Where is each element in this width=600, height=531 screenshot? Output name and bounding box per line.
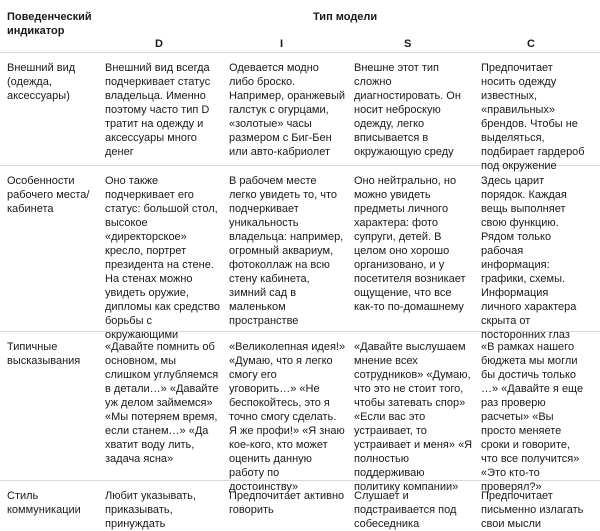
cell-text-line: хватит воду лить,: [105, 439, 195, 451]
cell-text-line: вещь выполняет: [481, 203, 566, 215]
table-cell-d: [105, 61, 210, 159]
cell-text-line: аксессуары много: [105, 132, 197, 144]
cell-text-line: «Давайте выслушаем: [354, 341, 466, 353]
cell-text-line: кабинета: [7, 203, 54, 215]
cell-text-line: можно увидеть: [354, 189, 431, 201]
row-divider: [0, 52, 600, 53]
cell-text-line: Например, оранжевый: [229, 90, 345, 102]
cell-text-line: бюджета мы могли: [481, 355, 578, 367]
cell-text-line: Рядом только: [481, 231, 552, 243]
table-cell-i: [229, 489, 344, 517]
cell-text-line: носит неброскую: [354, 104, 441, 116]
table-cell-d: [105, 340, 219, 466]
cell-text-line: огромный аквариум,: [229, 245, 334, 257]
indicator-header-line: индикатор: [7, 25, 65, 37]
column-header-c: C: [527, 38, 535, 50]
cell-text-line: либо броско.: [229, 76, 296, 88]
cell-text-line: полностью: [354, 453, 409, 465]
cell-text-line: работу по: [229, 467, 280, 479]
cell-text-line: личного характера: [481, 301, 577, 313]
cell-text-line: Предпочитает: [481, 490, 553, 502]
cell-text-line: борьбы с: [105, 315, 153, 327]
cell-text-line: предметы личного: [354, 203, 449, 215]
cell-text-line: известных,: [481, 90, 538, 102]
column-header-i: I: [280, 38, 284, 50]
row-indicator-label: [7, 489, 81, 517]
cell-text-line: высокое: [105, 217, 148, 229]
cell-text-line: поддерживаю: [354, 467, 425, 479]
indicator-header-line: Поведенческий: [7, 11, 92, 23]
cell-text-line: точно смогу сделать.: [229, 411, 337, 423]
cell-text-line: «Мы потеряем время,: [105, 411, 218, 423]
cell-text-line: …» «Давайте я еще: [481, 383, 584, 395]
cell-text-line: «Великолепная идея!»: [229, 341, 346, 353]
table-cell-c: [481, 489, 583, 531]
cell-text-line: «Думаю, что я легко: [229, 355, 333, 367]
cell-text-line: «директорское»: [105, 231, 187, 243]
cell-text-line: диагностировать. Он: [354, 90, 461, 102]
table-cell-i: [229, 340, 345, 494]
table-cell-s: [354, 174, 466, 314]
table-cell-c: [481, 340, 583, 494]
cell-text-line: окружающими: [105, 329, 179, 341]
cell-text-line: На стенах можно: [105, 273, 193, 285]
cell-text-line: подчеркивает статус: [105, 76, 211, 88]
row-indicator-label: [7, 340, 80, 368]
cell-text-line: задача ясна»: [105, 453, 174, 465]
cell-text-line: смогу его: [229, 369, 277, 381]
table-cell-s: [354, 489, 456, 531]
indicator-column-header: [7, 10, 97, 38]
cell-text-line: Внешний вид: [7, 62, 76, 74]
cell-text-line: кресло, портрет: [105, 245, 187, 257]
cell-text-line: «правильных»: [481, 104, 556, 116]
cell-text-line: денег: [105, 146, 134, 158]
cell-text-line: владельца. Именно: [105, 90, 206, 102]
cell-text-line: сотрудников» «Думаю,: [354, 369, 471, 381]
cell-text-line: окружающую среду: [354, 146, 454, 158]
cell-text-line: сроки и говорите,: [481, 439, 571, 451]
cell-text-line: свою функцию.: [481, 217, 559, 229]
cell-text-line: одежду, легко: [354, 118, 425, 130]
cell-text-line: достоинству»: [229, 481, 299, 493]
cell-text-line: подчеркивает его: [105, 189, 194, 201]
row-indicator-label: [7, 174, 89, 216]
cell-text-line: Внешний вид всегда: [105, 62, 210, 74]
cell-text-line: что это не стоит того,: [354, 383, 464, 395]
cell-text-line: в детали…» «Давайте: [105, 383, 219, 395]
cell-text-line: подстраивается под: [354, 504, 457, 516]
cell-text-line: высказывания: [7, 355, 81, 367]
cell-text-line: Любит указывать,: [105, 490, 196, 502]
cell-text-line: политику компании»: [354, 481, 459, 493]
cell-text-line: под окружение: [481, 160, 557, 172]
table-cell-i: [229, 174, 343, 328]
cell-text-line: президента на стене.: [105, 259, 214, 271]
row-indicator-label: [7, 61, 75, 103]
cell-text-line: (одежда,: [7, 76, 52, 88]
cell-text-line: устраивает, то: [354, 425, 427, 437]
cell-text-line: Я же профи!» «Я знаю: [229, 425, 345, 437]
cell-text-line: Оно также: [105, 175, 159, 187]
cell-text-line: увидеть оружие,: [105, 287, 189, 299]
cell-text-line: говорить: [229, 504, 274, 516]
cell-text-line: уж делом займемся»: [105, 397, 213, 409]
cell-text-line: скрыта от: [481, 315, 531, 327]
cell-text-line: стену кабинета,: [229, 273, 310, 285]
cell-text-line: бы достичь только: [481, 369, 576, 381]
column-header-d: D: [155, 38, 163, 50]
cell-text-line: Особенности: [7, 175, 75, 187]
cell-text-line: что все получится»: [481, 453, 580, 465]
cell-text-line: Информация: [481, 287, 549, 299]
table-cell-d: [105, 174, 220, 342]
cell-text-line: устраивает и меня» «Я: [354, 439, 473, 451]
cell-text-line: письменно излагать: [481, 504, 584, 516]
cell-text-line: порядок. Каждая: [481, 189, 567, 201]
cell-text-line: мнение всех: [354, 355, 418, 367]
table-cell-i: [229, 61, 345, 159]
cell-text-line: целом оно хорошо: [354, 245, 450, 257]
cell-text-line: беспокойтесь, это я: [229, 397, 330, 409]
cell-text-line: Предпочитает активно: [229, 490, 345, 502]
cell-text-line: проверял?»: [481, 481, 542, 493]
cell-text-line: Здесь царит: [481, 175, 545, 187]
cell-text-line: рабочего места/: [7, 189, 90, 201]
cell-text-line: просто меняете: [481, 425, 562, 437]
cell-text-line: организовано, и у: [354, 259, 445, 271]
cell-text-line: коммуникации: [7, 504, 81, 516]
cell-text-line: статус: большой стол,: [105, 203, 218, 215]
cell-text-line: чтобы затевать спор»: [354, 397, 466, 409]
cell-text-line: ощущение, что все: [354, 287, 452, 299]
model-type-header: Тип модели: [313, 11, 378, 23]
cell-text-line: брендов. Чтобы не: [481, 118, 578, 130]
cell-text-line: информация:: [481, 259, 550, 271]
cell-text-line: легко увидеть то, что: [229, 189, 338, 201]
table-cell-c: [481, 61, 585, 173]
cell-text-line: Одевается модно: [229, 62, 319, 74]
cell-text-line: вписывается в: [354, 132, 429, 144]
cell-text-line: приказывать,: [105, 504, 173, 516]
table-cell-d: [105, 489, 196, 531]
table-cell-c: [481, 174, 576, 342]
cell-text-line: основном, мы: [105, 355, 176, 367]
cell-text-line: тратит на одежду и: [105, 118, 204, 130]
cell-text-line: Стиль: [7, 490, 39, 502]
cell-text-line: аксессуары): [7, 90, 70, 102]
cell-text-line: графики, схемы.: [481, 273, 566, 285]
cell-text-line: подбирает гардероб: [481, 146, 585, 158]
cell-text-line: носить одежду: [481, 76, 557, 88]
cell-text-line: «Давайте помнить об: [105, 341, 215, 353]
cell-text-line: поэтому часто тип D: [105, 104, 210, 116]
cell-text-line: выделяться,: [481, 132, 545, 144]
cell-text-line: пространстве: [229, 315, 299, 327]
cell-text-line: маленьком: [229, 301, 286, 313]
cell-text-line: Оно нейтрально, но: [354, 175, 457, 187]
cell-text-line: «золотые» часы: [229, 118, 312, 130]
cell-text-line: рабочая: [481, 245, 524, 257]
cell-text-line: Слушает и: [354, 490, 409, 502]
cell-text-line: фотоколлаж на всю: [229, 259, 330, 271]
column-header-s: S: [404, 38, 412, 50]
cell-text-line: кое-кого, кто может: [229, 439, 328, 451]
cell-text-line: галстук с огурцами,: [229, 104, 329, 116]
cell-text-line: слишком углубляемся: [105, 369, 219, 381]
cell-text-line: расчеты» «Вы: [481, 411, 554, 423]
cell-text-line: «В рамках нашего: [481, 341, 575, 353]
cell-text-line: «Это кто-то: [481, 467, 540, 479]
cell-text-line: раз проверю: [481, 397, 546, 409]
cell-text-line: В рабочем месте: [229, 175, 317, 187]
cell-text-line: или авто-кабриолет: [229, 146, 330, 158]
cell-text-line: свои мысли: [481, 518, 542, 530]
cell-text-line: Предпочитает: [481, 62, 553, 74]
cell-text-line: оценить данную: [229, 453, 312, 465]
cell-text-line: сложно: [354, 76, 392, 88]
cell-text-line: дипломы как средство: [105, 301, 221, 313]
cell-text-line: уговорить…» «Не: [229, 383, 320, 395]
cell-text-line: размером с Биг-Бен: [229, 132, 332, 144]
cell-text-line: как-то по-домашнему: [354, 301, 464, 313]
cell-text-line: владельца: например,: [229, 231, 344, 243]
table-cell-s: [354, 340, 472, 494]
cell-text-line: подчеркивает: [229, 203, 299, 215]
cell-text-line: супруги, детей. В: [354, 231, 442, 243]
cell-text-line: «Если вас это: [354, 411, 426, 423]
cell-text-line: собеседника: [354, 518, 420, 530]
cell-text-line: характера: фото: [354, 217, 439, 229]
table-cell-s: [354, 61, 461, 159]
cell-text-line: посетителя возникает: [354, 273, 466, 285]
cell-text-line: уникальность: [229, 217, 299, 229]
cell-text-line: Типичные: [7, 341, 58, 353]
cell-text-line: посторонних глаз: [481, 329, 570, 341]
cell-text-line: зимний сад в: [229, 287, 297, 299]
cell-text-line: если станем…» «Да: [105, 425, 209, 437]
cell-text-line: Внешне этот тип: [354, 62, 439, 74]
cell-text-line: принуждать: [105, 518, 166, 530]
